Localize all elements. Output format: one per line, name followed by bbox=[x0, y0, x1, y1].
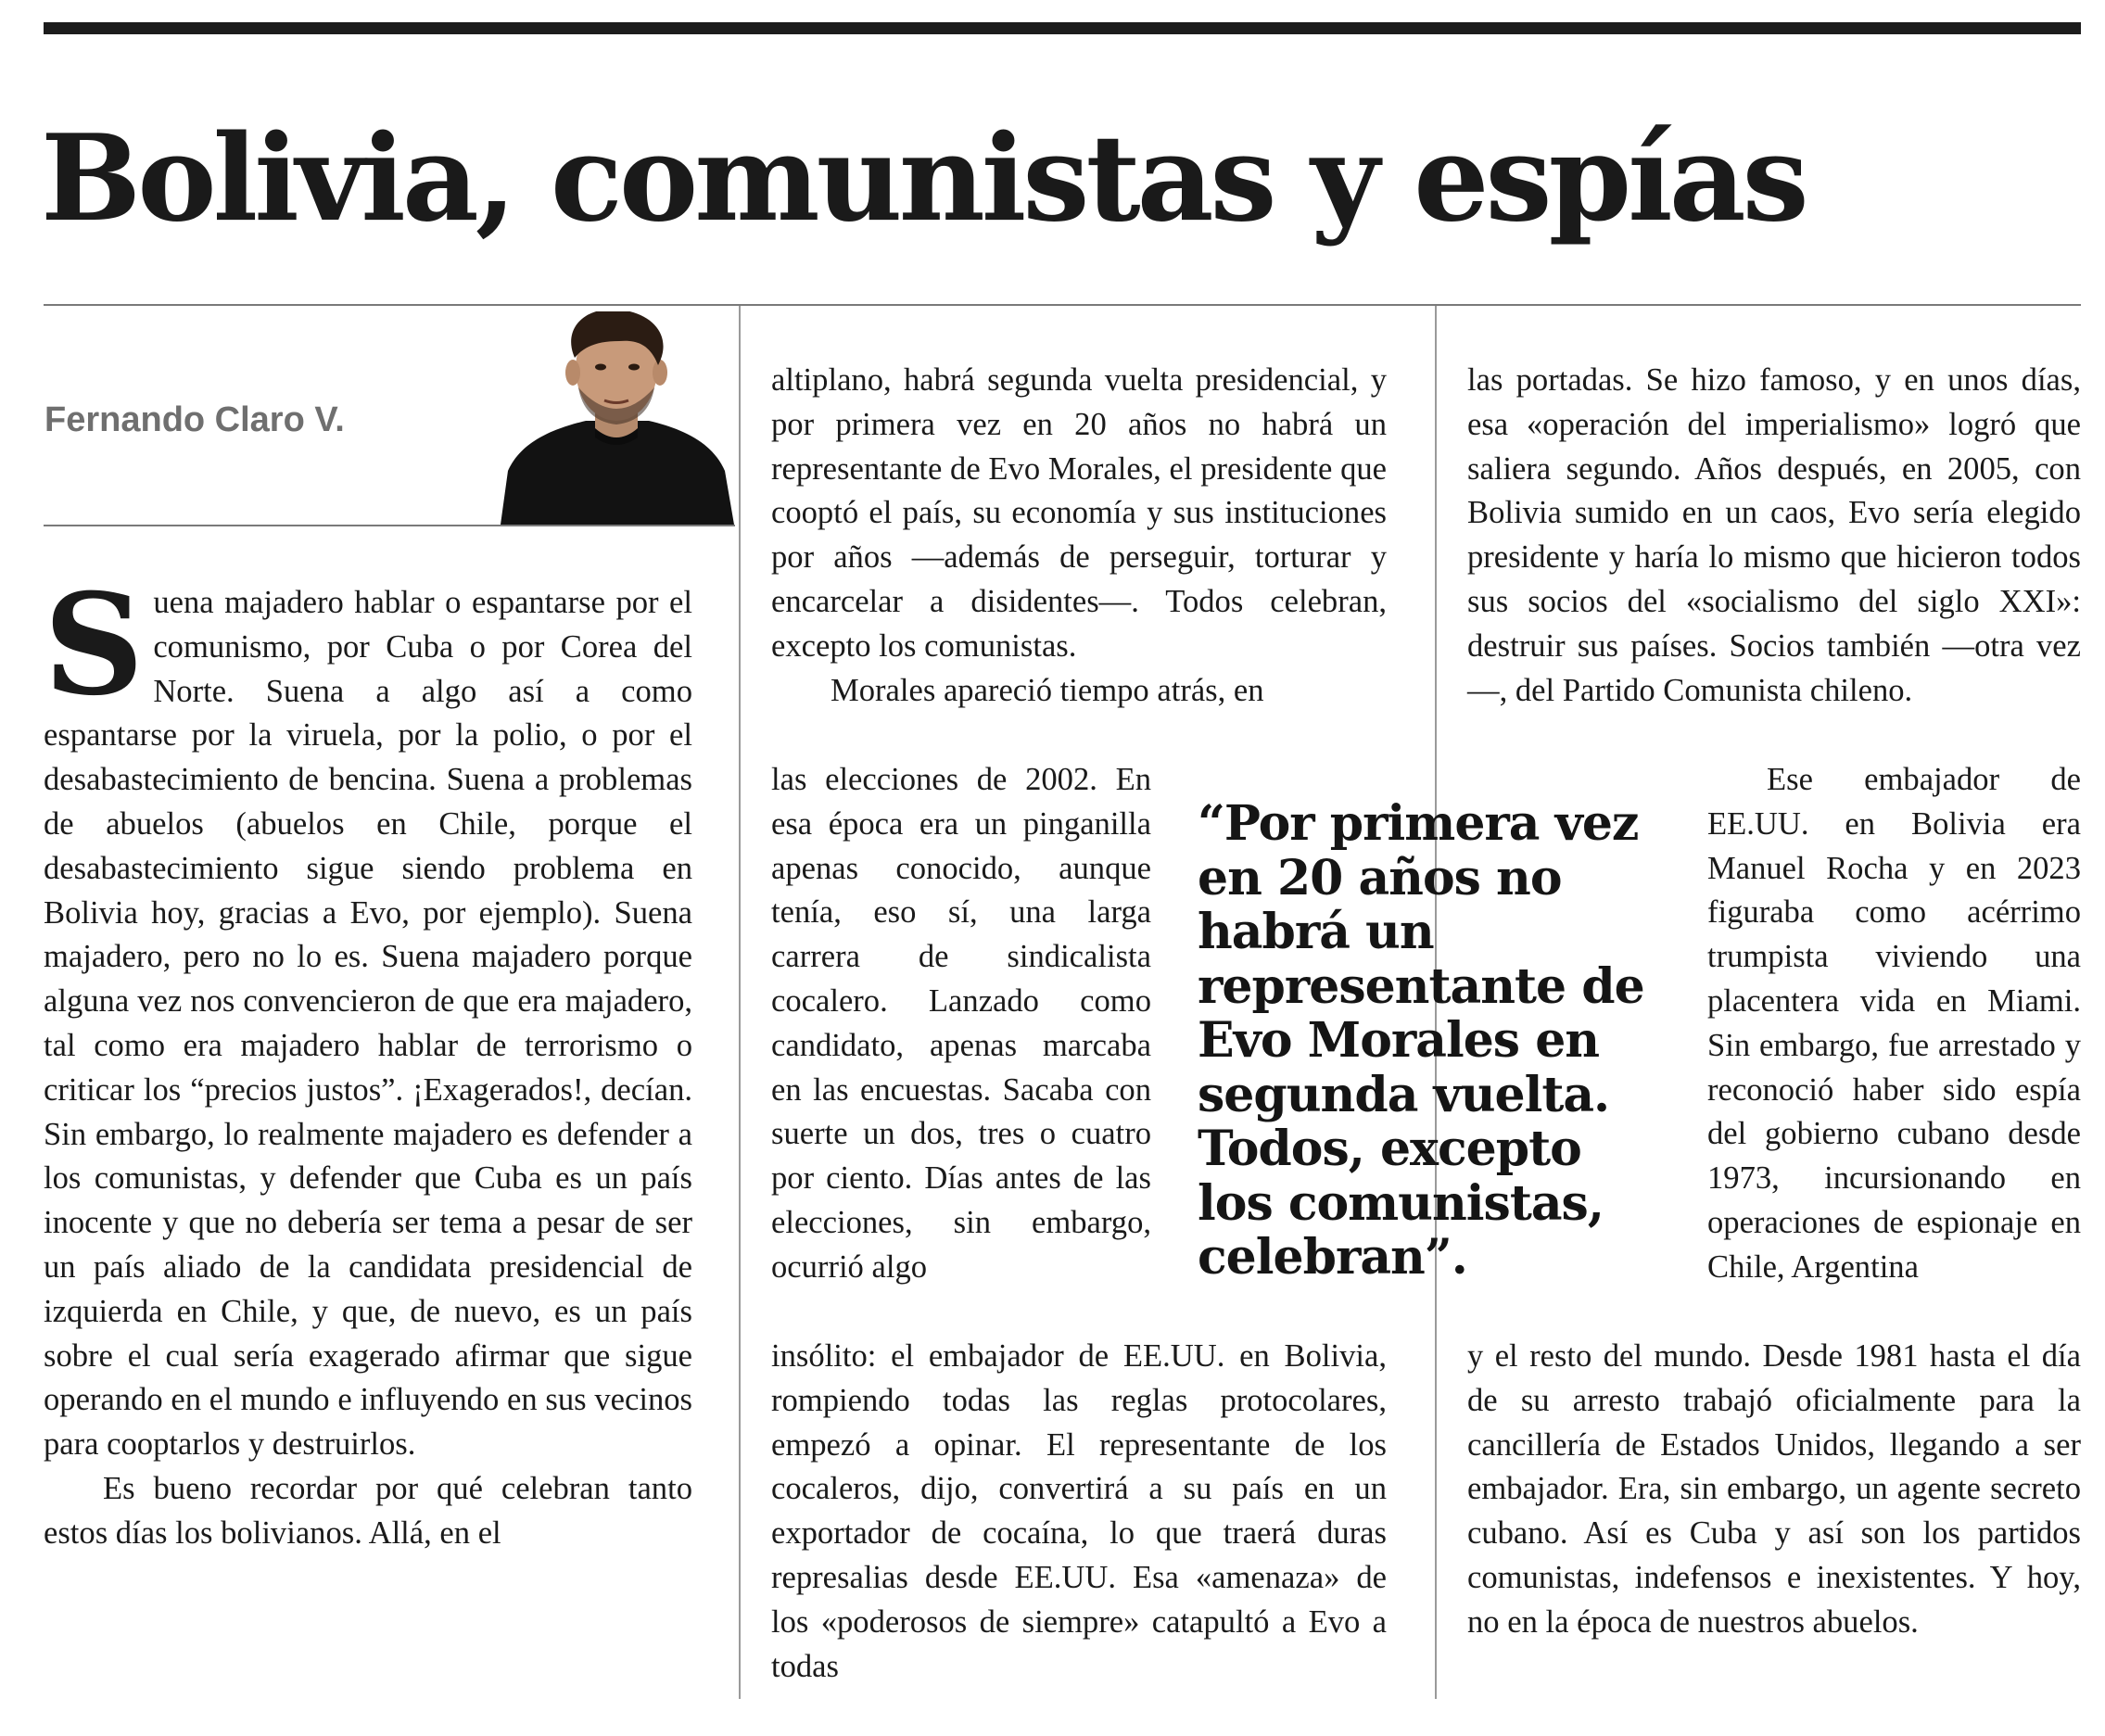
column-2-narrow bbox=[771, 758, 1151, 1290]
column-2-bottom bbox=[771, 1335, 1387, 1689]
column-3-top bbox=[1467, 359, 2081, 713]
paragraph-3: altiplano, habrá segunda vuelta presidencial, y por primera vez en 20 años no habrá un representante de Evo Morales, el presidente que cooptó el país, su economía y sus instituciones por años —además de perseguir, torturar y encarcelar a disidentes—. Todos celebran, excepto los comunistas. bbox=[771, 362, 1387, 664]
column-3-narrow bbox=[1707, 758, 2081, 1290]
column-divider-1 bbox=[739, 306, 741, 1699]
paragraph-6-start: Ese embajador de EE.UU. en Bolivia era Manuel Rocha y en 2023 figuraba como acérrimo trumpista viviendo una placentera vida en Miami. Sin embargo, fue arrestado y reconoció haber sido espía del gobierno cubano desde 1973, incursionando en operaciones de espionaje en Chile, Argentina bbox=[1707, 762, 2081, 1285]
column-3-bottom bbox=[1467, 1335, 2081, 1645]
paragraph-1 bbox=[44, 564, 692, 1467]
paragraph-5: las portadas. Se hizo famoso, y en unos días, esa «operación del imperialismo» logró que saliera segundo. Años después, en 2005, con Bolivia sumido en un caos, Evo sería elegido presidente y haría lo mismo que hicieron todos sus socios del «socialismo del siglo XXI»: destruir sus países. Socios también —otra vez—, del Partido Comunista chileno. bbox=[1467, 362, 2081, 708]
paragraph-6-end: y el resto del mundo. Desde 1981 hasta el día de su arresto trabajó oficialmente para la cancillería de Estados Unidos, llegando a ser embajador. Era, sin embargo, un agente secreto cubano. Así es Cuba y así son los partidos comunistas, indefensos e inexistentes. Y hoy, no en la época de nuestros abuelos. bbox=[1467, 1338, 2081, 1640]
author-portrait bbox=[501, 311, 734, 525]
pull-quote: “Por primera vez en 20 años no habrá un representante de Evo Morales en segunda vuelta. Todos, excepto los comunistas, celebran”. bbox=[1198, 795, 1644, 1286]
headline-divider bbox=[44, 304, 2081, 306]
byline-divider bbox=[44, 525, 735, 526]
masthead-rule bbox=[44, 22, 2081, 34]
paragraph-4-end: insólito: el embajador de EE.UU. en Bolivia, rompiendo todas las reglas protocolares, empezó a opinar. El representante de los cocaleros, dijo, convertirá a su país en un exportador de cocaína, lo que traerá duras represalias desde EE.UU. Esa «amenaza» de los «poderosos de siempre» catapultó a Evo a todas bbox=[771, 1338, 1387, 1684]
paragraph-4-start: Morales apareció tiempo atrás, en bbox=[831, 672, 1264, 708]
paragraph-4-middle: las elecciones de 2002. En esa época era un pinganilla apenas conocido, aunque tenía, eso sí, una larga carrera de sindicalista cocalero. Lanzado como candidato, apenas marcaba en las encuestas. Sacaba con suerte un dos, tres o cuatro por ciento. Días antes de las elecciones, sin embargo, ocurrió algo bbox=[771, 762, 1151, 1285]
paragraph-2: Es bueno recordar por qué celebran tanto estos días los bolivianos. Allá, en el bbox=[44, 1470, 692, 1551]
drop-cap: S bbox=[44, 564, 145, 727]
headline: Bolivia, comunistas y espías bbox=[41, 109, 1806, 248]
author-name: Fernando Claro V. bbox=[44, 400, 345, 439]
column-1 bbox=[44, 564, 692, 1556]
paragraph-1-text: uena majadero hablar o espantarse por el comunismo, por Cuba o por Corea del Norte. Suena a algo así a como espantarse por la viruela, por la polio, o por el desabastecimiento de bencina. Suena a problemas de abuelos (abuelos en Chile, porque el desabastecimiento sigue siendo problema en Bolivia hoy, gracias a Evo, por ejemplo). Suena majadero, pero no lo es. Suena majadero porque alguna vez nos convencieron de que era majadero, tal como era majadero hablar de terrorismo o criticar los “precios justos”. ¡Exagerados!, decían. Sin embargo, lo realmente majadero es defender a los comunistas, y defender que Cuba es un país inocente y que no debería ser tema a pesar de ser un país aliado de la candidata presidencial de izquierda en Chile, y que, de nuevo, es un país sobre el cual sería exagerado afirmar que sigue operando en el mundo e influyendo en sus vecinos para cooptarlos y destruirlos. bbox=[44, 585, 692, 1463]
column-2-top bbox=[771, 359, 1387, 713]
